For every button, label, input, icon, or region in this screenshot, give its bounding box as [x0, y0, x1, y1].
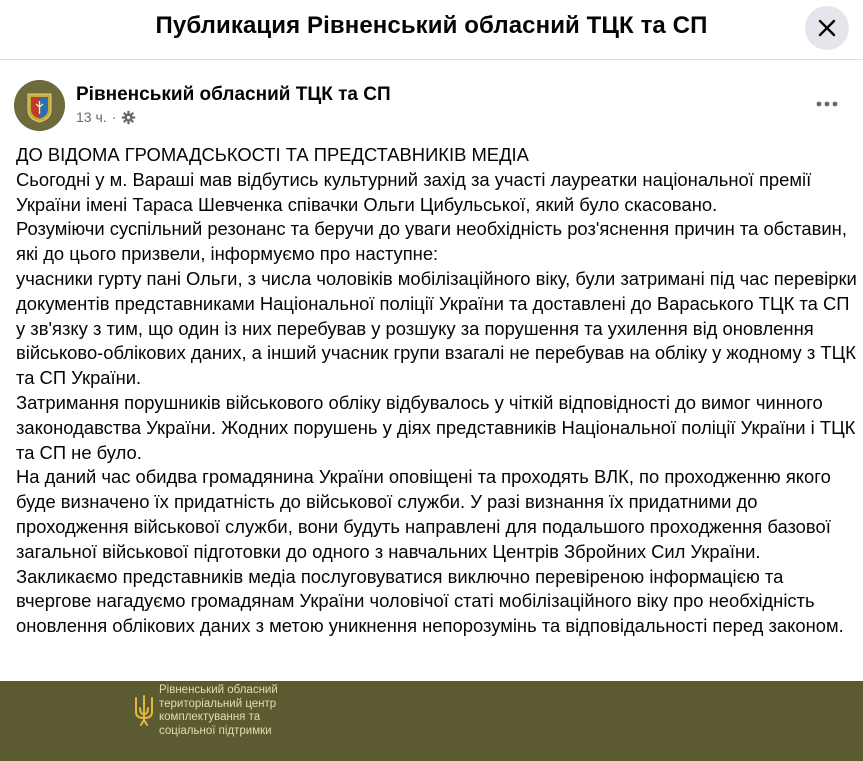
- dialog-header: [0, 0, 863, 60]
- close-icon: [817, 18, 837, 38]
- banner-line: соціальної підтримки: [159, 724, 272, 737]
- post-meta: [76, 109, 136, 125]
- meta-separator: ·: [111, 109, 117, 125]
- post-text: [16, 143, 858, 639]
- post-paragraph: Сьогодні у м. Вараші мав відбутись культурний захід за участі лауреатки національної премії України імені Тараса Шевченка співачки Ольги Цибульської, який було скасовано.: [16, 168, 812, 215]
- avatar[interactable]: [14, 80, 65, 131]
- banner-caption: [159, 684, 278, 738]
- more-options-button[interactable]: [811, 88, 843, 120]
- more-dots-icon: [816, 101, 838, 107]
- post-timestamp[interactable]: 13 ч.: [76, 109, 107, 125]
- banner-line: комплектування та: [159, 711, 261, 724]
- dialog-title: Публикация Рівненський обласний ТЦК та СП: [155, 12, 708, 39]
- banner-line: Рівненський обласний: [159, 684, 278, 696]
- banner-line: територіальний центр: [159, 697, 277, 710]
- page-logo-icon: [14, 80, 65, 131]
- post-paragraph: На даний час обидва громадянина України оповіщені та проходять ВЛК, по проходженню якого буде визначено їх придатність до військової служби. У разі визнання їх придатними до проходження військової служби, вони будуть направлені для подальшого проходження базової загальної військової підготовки до одного з навчальних Центрів Збройних Сил України.: [16, 466, 831, 562]
- post-paragraph: учасники гурту пані Ольги, з числа чоловіків мобілізаційного віку, були затримані під час перевірки документів представниками Національної поліції України та доставлені до Вараського ТЦК та СП у зв'язку з тим, що один із них перебував у розшуку за порушення та ухилення від оновлення військово-облікових даних, а інший учасник групи взагалі не перебував на обліку у жодному з ТЦК та СП України.: [16, 267, 857, 389]
- post-paragraph: Затримання порушників військового обліку відбувалось у чіткій відповідності до вимог чинного законодавства України. Жодних порушень у діях представників Національної поліції України і ТЦК та СП не було.: [16, 391, 856, 463]
- post-paragraph: Розуміючи суспільний резонанс та беручи до уваги необхідність роз'яснення причин та обставин, які до цього призвели, інформуємо про наступне:: [16, 218, 847, 265]
- trident-icon: [133, 694, 155, 728]
- gear-icon[interactable]: [121, 110, 136, 125]
- close-button[interactable]: [805, 6, 849, 50]
- post-heading: ДО ВІДОМА ГРОМАДСЬКОСТІ ТА ПРЕДСТАВНИКІВ МЕДІА: [16, 144, 529, 165]
- post-header: [14, 78, 854, 134]
- post-image-banner[interactable]: [0, 681, 863, 761]
- post-paragraph: Закликаємо представників медіа послуговуватися виключно перевіреною інформацією та вчергове нагадуємо громадянам України чоловічої статі мобілізаційного віку про необхідність оновлення облікових даних з метою уникнення непорозумінь та відповідальності перед законом.: [16, 565, 844, 637]
- page-name-link[interactable]: Рівненський обласний ТЦК та СП: [76, 84, 391, 105]
